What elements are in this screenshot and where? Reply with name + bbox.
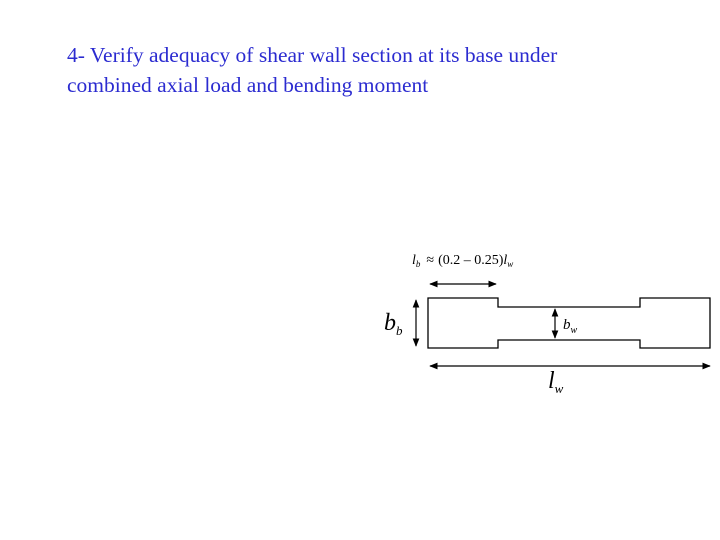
- ratio-range: (0.2 – 0.25): [438, 253, 504, 268]
- lb-subscript: b: [415, 259, 421, 269]
- boundary-width-label: $b_b$: [384, 310, 403, 338]
- web-width-label: $b_w$: [563, 317, 578, 336]
- heading-line-1: 4- Verify adequacy of shear wall section at its base under: [67, 43, 558, 67]
- wall-length-label: $l_w$: [548, 368, 564, 396]
- lw-factor-subscript: w: [507, 259, 514, 269]
- boundary-length-formula: [412, 253, 513, 269]
- heading-line-2: combined axial load and bending moment: [67, 73, 429, 97]
- lw-factor-symbol: l: [503, 253, 508, 268]
- approx-sign: ≈: [426, 253, 435, 268]
- lb-symbol: l: [412, 253, 416, 268]
